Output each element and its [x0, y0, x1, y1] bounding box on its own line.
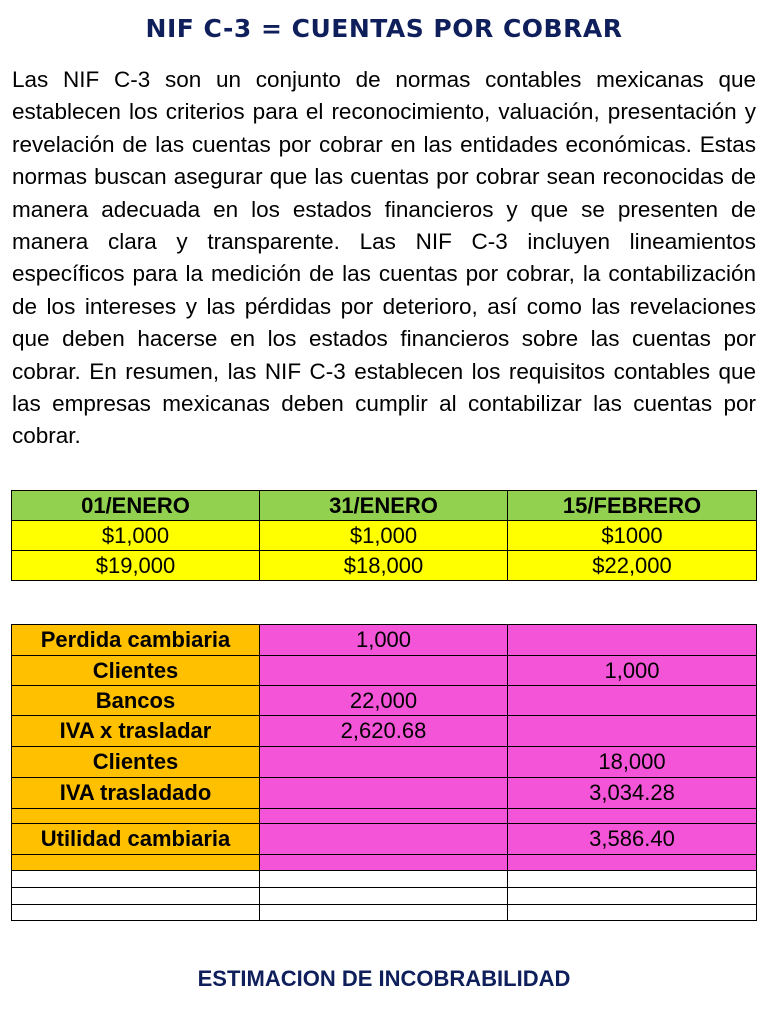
debit-cell [260, 855, 508, 871]
empty-row [12, 905, 757, 921]
credit-cell [508, 686, 757, 716]
empty-cell [508, 871, 757, 888]
table-cell: $1,000 [260, 521, 508, 551]
empty-cell [12, 888, 260, 905]
journal-row [12, 656, 757, 686]
account-cell [12, 809, 260, 824]
account-cell: IVA trasladado [12, 778, 260, 809]
journal-row [12, 686, 757, 716]
account-cell: Utilidad cambiaria [12, 824, 260, 855]
credit-cell: 3,034.28 [508, 778, 757, 809]
page-title: NIF C-3 = CUENTAS POR COBRAR [145, 14, 623, 43]
empty-cell [508, 905, 757, 921]
debit-cell: 2,620.68 [260, 716, 508, 747]
debit-cell: 1,000 [260, 625, 508, 656]
empty-cell [260, 871, 508, 888]
table-cell: $22,000 [508, 551, 757, 581]
table-row [12, 551, 757, 581]
journal-entry-table [11, 624, 757, 921]
description-paragraph: Las NIF C-3 son un conjunto de normas contables mexicanas que establecen los criterios para el reconocimiento, valuación, presentación y revelación de las cuentas por cobrar en las entidades económicas. Estas normas buscan asegurar que las cuentas por cobrar sean reconocidas de manera adecuada en los estados financieros y que se presenten de manera clara y transparente. Las NIF C-3 incluyen lineamientos específicos para la medición de las cuentas por cobrar, la contabilización de los intereses y las pérdidas por deterioro, así como las revelaciones que deben hacerse en los estados financieros sobre las cuentas por cobrar. En resumen, las NIF C-3 establecen los requisitos contables que las empresas mexicanas deben cumplir al contabilizar las cuentas por cobrar. [12, 67, 756, 449]
journal-row [12, 855, 757, 871]
exchange-rate-table [11, 490, 757, 581]
debit-cell: 22,000 [260, 686, 508, 716]
credit-cell [508, 625, 757, 656]
credit-cell [508, 809, 757, 824]
journal-row [12, 625, 757, 656]
credit-cell: 1,000 [508, 656, 757, 686]
journal-row [12, 747, 757, 778]
debit-cell [260, 809, 508, 824]
debit-cell [260, 824, 508, 855]
debit-cell [260, 778, 508, 809]
empty-row [12, 888, 757, 905]
account-cell [12, 855, 260, 871]
header-cell: 01/ENERO [12, 491, 260, 521]
debit-cell [260, 747, 508, 778]
account-cell: IVA x trasladar [12, 716, 260, 747]
empty-cell [12, 871, 260, 888]
account-cell: Bancos [12, 686, 260, 716]
account-cell: Perdida cambiaria [12, 625, 260, 656]
empty-cell [260, 888, 508, 905]
empty-cell [12, 905, 260, 921]
debit-cell [260, 656, 508, 686]
credit-cell [508, 855, 757, 871]
table-cell: $19,000 [12, 551, 260, 581]
table-cell: $18,000 [260, 551, 508, 581]
credit-cell: 3,586.40 [508, 824, 757, 855]
section-heading: ESTIMACION DE INCOBRABILIDAD [197, 966, 571, 991]
journal-row [12, 778, 757, 809]
account-cell: Clientes [12, 747, 260, 778]
credit-cell: 18,000 [508, 747, 757, 778]
journal-row [12, 809, 757, 824]
journal-row [12, 824, 757, 855]
header-cell: 15/FEBRERO [508, 491, 757, 521]
header-cell: 31/ENERO [260, 491, 508, 521]
empty-row [12, 871, 757, 888]
credit-cell [508, 716, 757, 747]
table-cell: $1,000 [12, 521, 260, 551]
empty-cell [508, 888, 757, 905]
empty-cell [260, 905, 508, 921]
account-cell: Clientes [12, 656, 260, 686]
table-header-row [12, 491, 757, 521]
journal-row [12, 716, 757, 747]
table-row [12, 521, 757, 551]
table-cell: $1000 [508, 521, 757, 551]
